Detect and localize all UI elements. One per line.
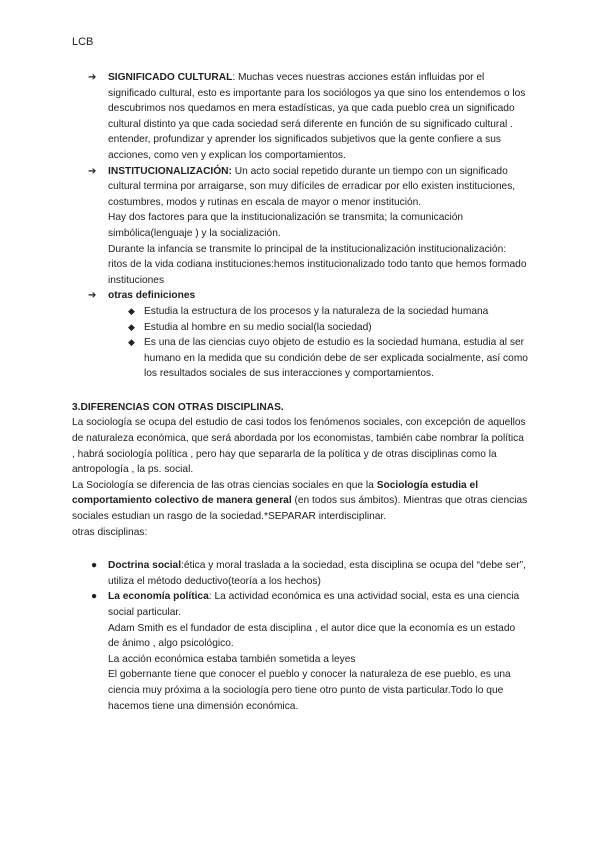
paragraph [108, 70, 528, 132]
paragraph: Es una de las ciencias cuyo objeto de estudio es la sociedad humana, estudia al ser humano en la medida que su condición debe de ser explicada socialmente, así como los resultados sociales de sus interacciones y comportamientos. [144, 337, 528, 380]
list-item-institucionalizacion [72, 164, 528, 289]
arrow-bullet-icon: ➔ [88, 165, 97, 177]
paragraph [108, 558, 528, 589]
arrow-bullet-icon: ➔ [88, 290, 97, 302]
text-span: La Sociología se diferencia de las otras ciencias sociales en que la [72, 479, 377, 491]
item-title: otras definiciones [108, 290, 196, 302]
list-item-otras-definiciones [72, 288, 528, 304]
list-item-economia-politica [72, 589, 528, 714]
paragraph: entender, profundizar y aprender los significados subjetivos que la gente confiere a sus acciones, como ven y explican los comportamientos. [108, 134, 502, 161]
item-text: :ética y moral traslada a la sociedad, esta disciplina se ocupa del “debe ser”, utiliza el método deductivo(teoría a los hechos) [108, 560, 526, 587]
round-bullet-icon: ● [91, 591, 98, 603]
paragraph: Durante la infancia se transmite lo principal de la institucionalización institucionalización: ritos de la vida codiana instituciones:hemos institucionalizado todo tanto que hemos formado instituciones [108, 243, 527, 286]
bold-text: Sociología estudia el comportamiento colectivo de manera general [72, 479, 479, 507]
list-item-doctrina-social [72, 558, 528, 589]
paragraph: Estudia al hombre en su medio social(la sociedad) [144, 321, 372, 333]
item-text: : La actividad económica es una actividad social, esta es una ciencia social particular. [108, 591, 520, 618]
section-heading: 3.DIFERENCIAS CON OTRAS DISCIPLINAS. [72, 401, 284, 413]
sub-list-item [72, 320, 528, 336]
item-title: Doctrina social [108, 560, 182, 572]
item-text: Un acto social repetido durante un tiempo con un significado cultural termina por arraigarse, son muy difíciles de erradicar por ello existen instituciones, costumbres, modos y rutinas en escala de mayor o menor institución. [108, 165, 516, 208]
paragraph: La acción económica estaba también sometida a leyes [108, 653, 356, 665]
page-header: LCB [72, 36, 94, 48]
diamond-bullet-icon: ◆ [128, 337, 135, 348]
paragraph: La sociología se ocupa del estudio de casi todos los fenómenos sociales, con excepción de aquellos de naturaleza económica, que será abordada por los economistas, también cabe nombrar la política , habrá sociología política , pero hay que separarla de la política y de otras disciplinas como la antropología , la ps. social. [72, 417, 526, 476]
item-text: : Muchas veces nuestras acciones están influidas por el significado cultural, esto es importante para los sociólogos ya que sino los entendemos o los descubrimos nos quedamos en mera estadísticas, ya que cada pueblo crea un significado cultural distinto ya que cada sociedad será diferente en función de su significado cultural . [108, 72, 526, 130]
diamond-bullet-icon: ◆ [128, 321, 135, 332]
sub-list-item [72, 335, 528, 382]
item-title: SIGNIFICADO CULTURAL [108, 72, 233, 83]
paragraph [108, 589, 528, 620]
paragraph: Adam Smith es el fundador de esta disciplina , el autor dice que la economía es un estado de ánimo , algo psicológico. [108, 622, 516, 650]
paragraph [108, 288, 528, 304]
paragraph [108, 164, 528, 211]
text-span: (en todos sus ámbitos). Mientras que otras ciencias sociales estudian un rasgo de la sociedad.*SEPARAR interdisciplinar. [72, 495, 528, 523]
paragraph: otras disciplinas: [72, 526, 148, 538]
arrow-bullet-icon: ➔ [88, 72, 97, 83]
paragraph: El gobernante tiene que conocer el pueblo y conocer la naturaleza de ese pueblo, es una ciencia muy próxima a la sociología pero tiene otro punto de vista particular.Todo lo que hacemos tiene una dimensión económica. [108, 669, 511, 712]
document-body [72, 70, 528, 714]
paragraph: Estudia la estructura de los procesos y la naturaleza de la sociedad humana [144, 305, 489, 317]
round-bullet-icon: ● [91, 560, 98, 572]
paragraph: Hay dos factores para que la institucionalización se transmita; la comunicación simbólica(lenguaje ) y la socialización. [108, 212, 464, 239]
diamond-bullet-icon: ◆ [128, 305, 135, 316]
item-title: INSTITUCIONALIZACIÓN: [108, 165, 232, 177]
list-item-significado-cultural [72, 70, 528, 164]
paragraph [72, 478, 528, 525]
sub-list-item [72, 304, 528, 320]
item-title: La economía política [108, 591, 209, 603]
